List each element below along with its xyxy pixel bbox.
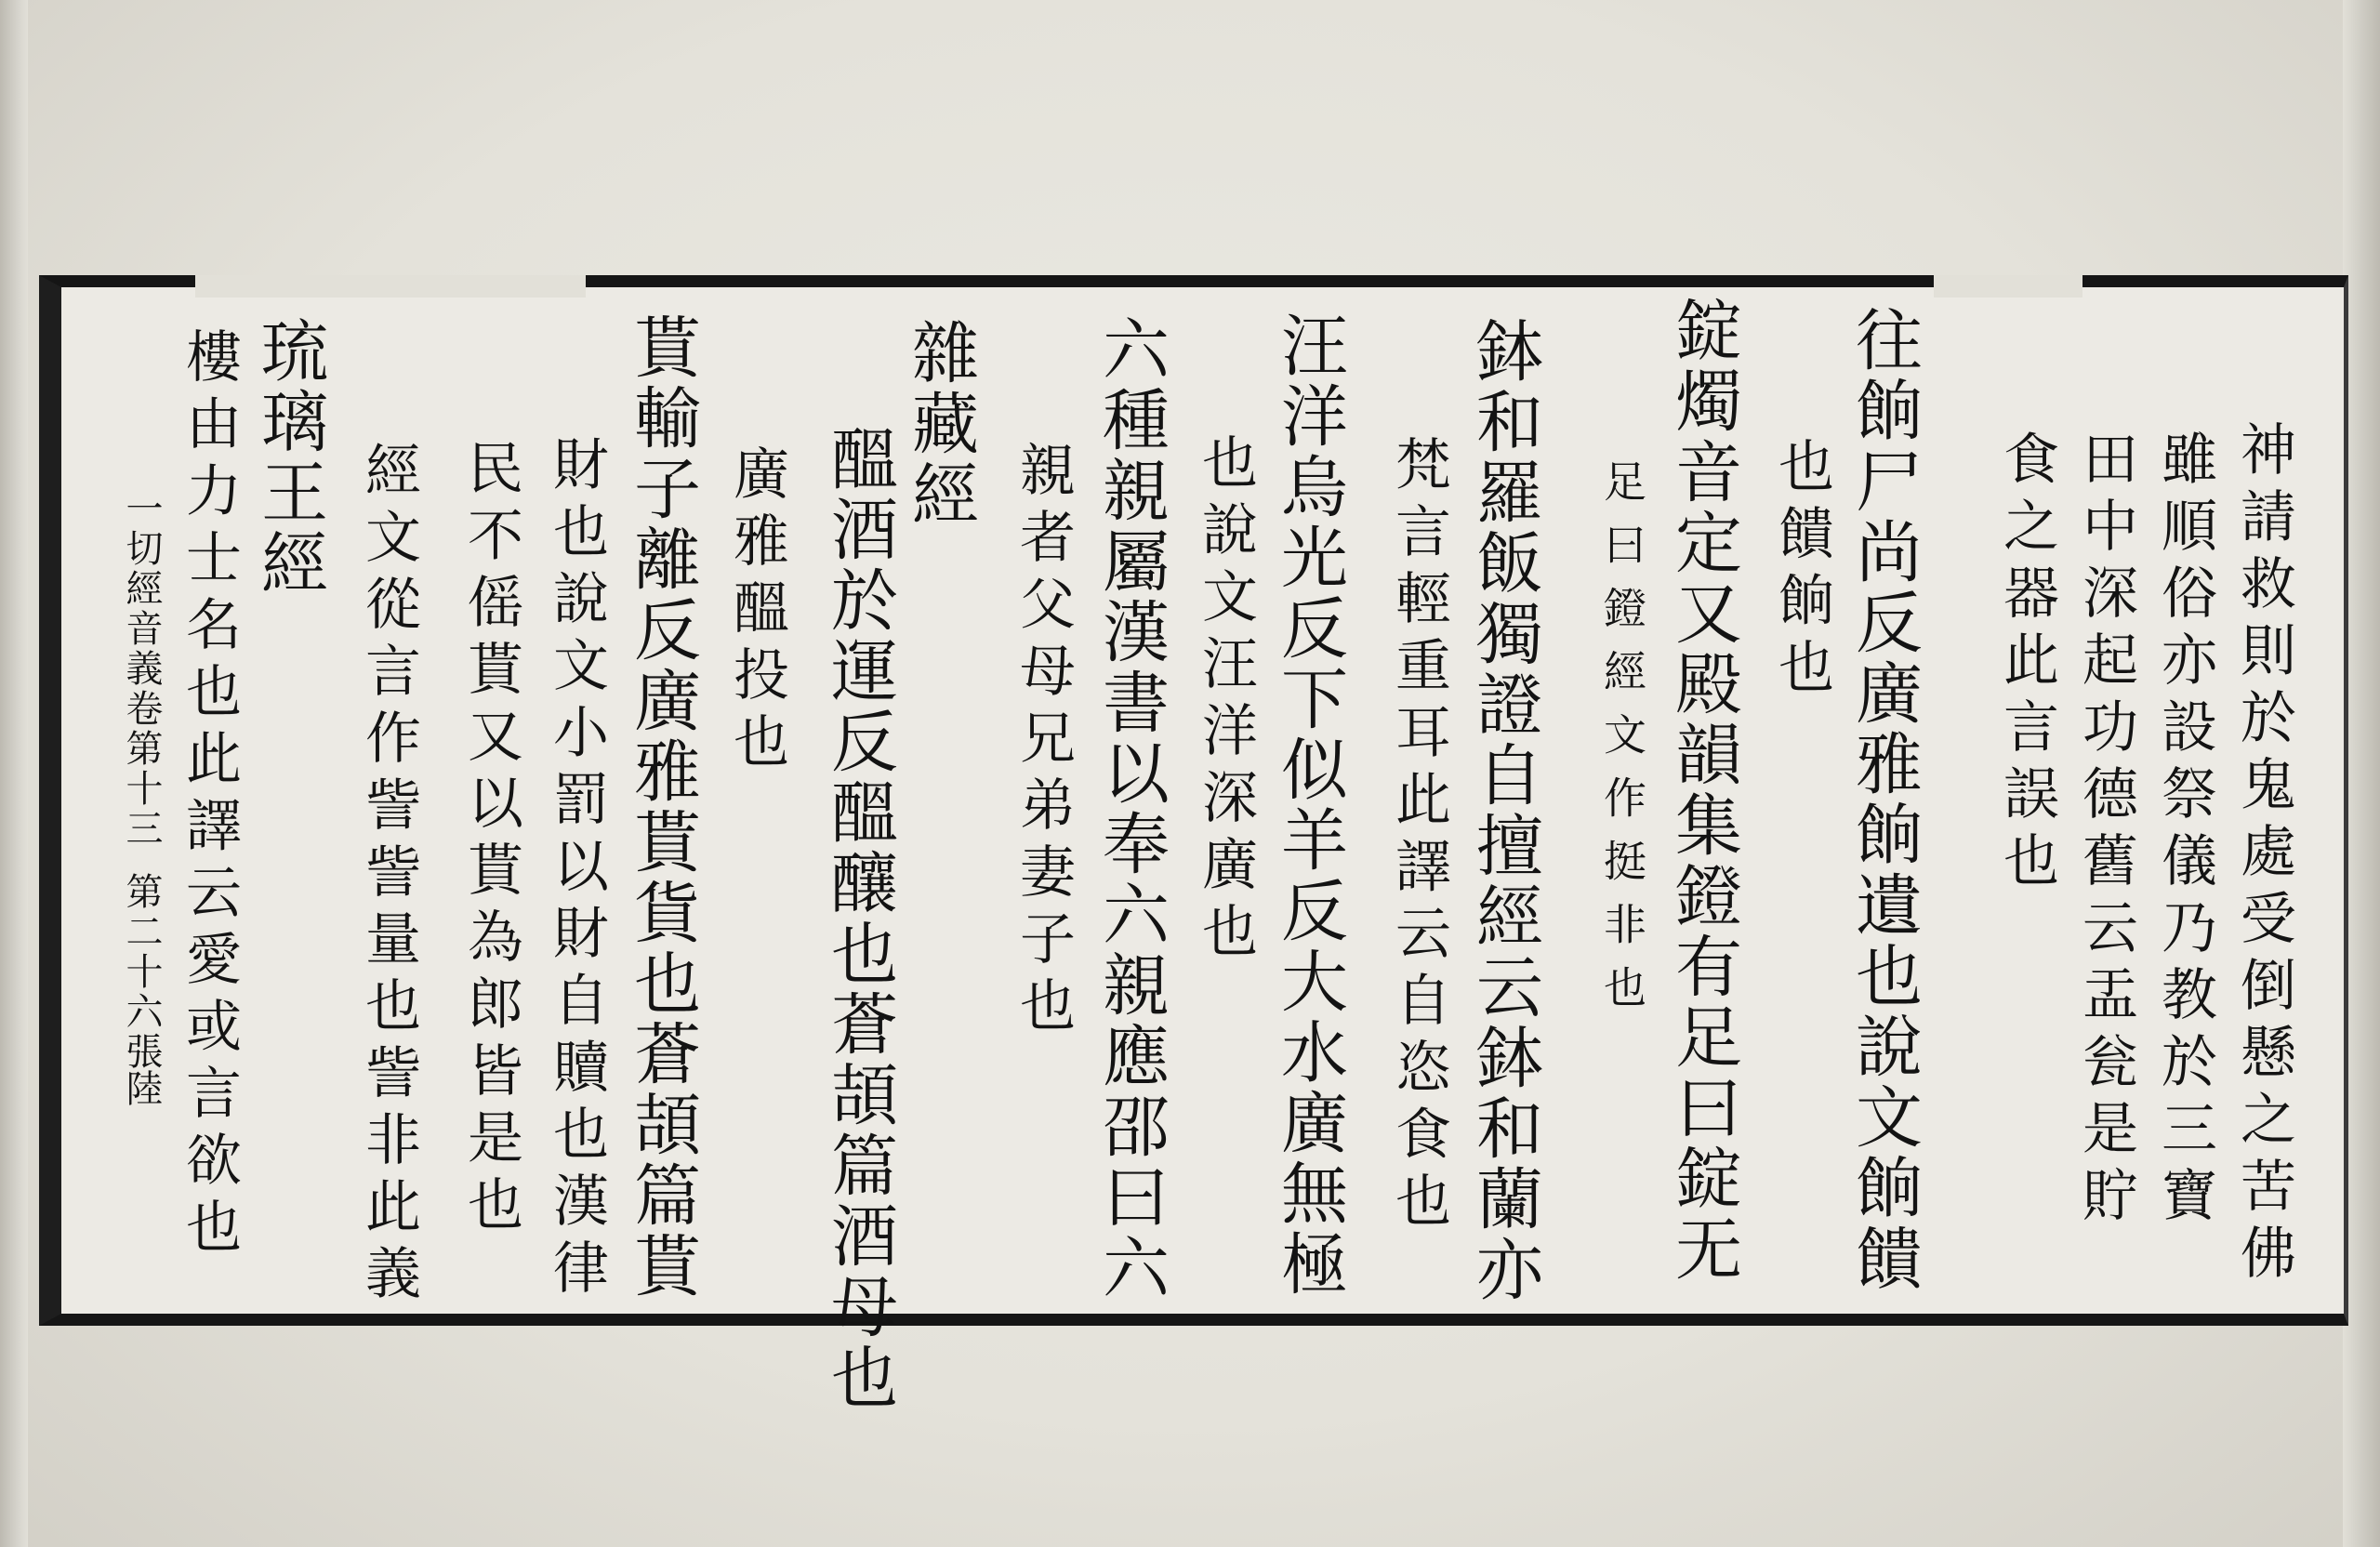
text-column-23: 樓由力士名也此譯云愛或言欲也 xyxy=(177,327,242,1264)
text-column-18: 貰輸子離反廣雅貰貨也蒼頡篇貰 xyxy=(623,312,701,1302)
text-column-14: 親者父母兄弟妻子也 xyxy=(1011,441,1076,1043)
text-column-20: 民不傜貰又以貰為郎皆是也 xyxy=(458,439,523,1242)
text-column-11: 汪洋烏光反下似羊反大水廣無極 xyxy=(1270,311,1348,1300)
text-column-2: 雖順俗亦設祭儀乃教於三寶 xyxy=(2152,430,2217,1233)
text-column-13: 六種親屬漢書以奉六親應邵曰六 xyxy=(1091,314,1170,1303)
text-column-16: 醞酒於運反醞釀也蒼頡篇酒母也 xyxy=(820,424,898,1413)
text-column-17: 廣雅醞投也 xyxy=(724,444,789,779)
text-column-8: 足曰鐙經文作挺非也 xyxy=(1597,459,1647,1028)
text-column-5: 往餉尸尚反廣雅餉遺也說文餉饋 xyxy=(1844,305,1923,1294)
binding-edge-right xyxy=(2343,0,2380,1547)
text-column-9: 鉢和羅飯獨證自擅經云鉢和蘭亦 xyxy=(1465,316,1543,1305)
footer-volume-title: 一切經音義卷第十三 xyxy=(120,489,163,849)
border-notch xyxy=(1934,275,2082,298)
text-column-4: 食之器此言誤也 xyxy=(1994,430,2059,898)
footer-leaf-number: 第二十六張 xyxy=(120,872,163,1072)
binding-edge-left xyxy=(0,0,28,1547)
text-column-3: 田中深起功德舊云盂瓮是貯 xyxy=(2073,430,2138,1233)
border-notch xyxy=(195,275,586,298)
text-column-22: 琉璃王經 xyxy=(250,316,328,599)
text-column-12: 也說文汪洋深廣也 xyxy=(1193,433,1258,969)
text-column-19: 財也說文小罰以財自贖也漢律 xyxy=(544,435,609,1305)
text-column-7: 錠燭音定又殿韻集鐙有足曰錠无 xyxy=(1664,296,1742,1285)
text-column-10: 梵言輕重耳此譯云自恣食也 xyxy=(1386,435,1451,1238)
footer-folio: 陸 xyxy=(120,1069,163,1106)
text-column-21: 經文從言作訾訾量也訾非此義 xyxy=(356,441,421,1311)
text-column-15: 雜藏經 xyxy=(901,318,979,530)
text-column-1: 神請救則於鬼處受倒懸之苦佛 xyxy=(2231,420,2296,1290)
text-column-6: 也饋餉也 xyxy=(1769,437,1834,705)
